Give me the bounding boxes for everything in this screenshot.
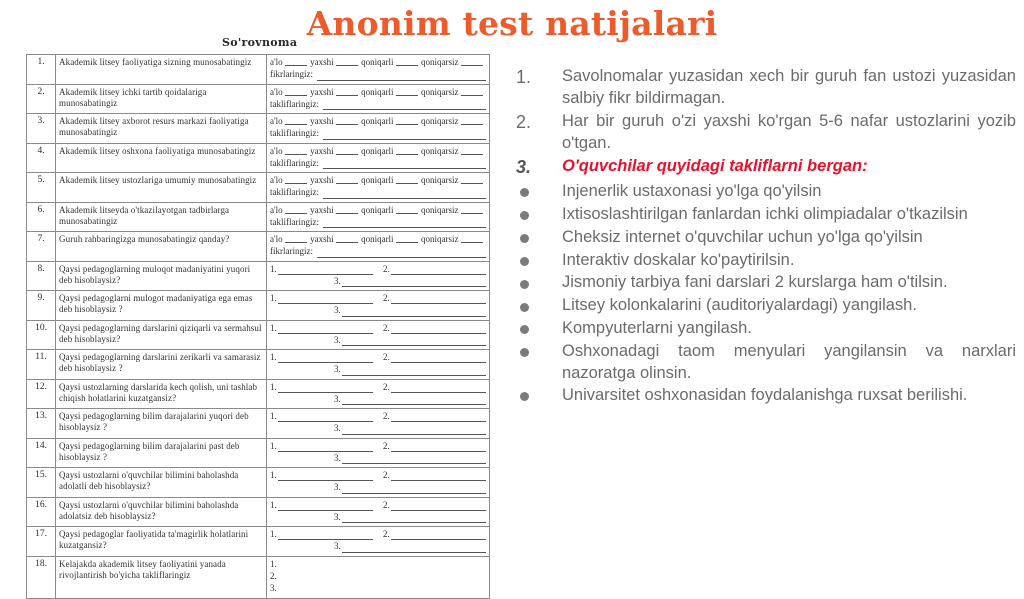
answer-marker: 3. xyxy=(334,275,341,286)
scale-option[interactable]: yaxshi xyxy=(310,204,334,215)
rating-scale[interactable] xyxy=(270,175,486,186)
scale-option[interactable]: yaxshi xyxy=(310,86,334,97)
suggestion-text: Litsey kolonkalarini (auditoriyalardagi) yangilash. xyxy=(562,296,917,315)
scale-option-blank[interactable] xyxy=(336,234,358,243)
question-text: Qaysi pedagoglarning darslarini qiziqarli va sermahsul deb hisoblaysiz? xyxy=(56,320,267,350)
table-row xyxy=(27,468,490,498)
answer-blank-row[interactable] xyxy=(270,352,486,363)
answer-marker: 1. xyxy=(270,558,277,569)
scale-option[interactable]: qoniqarsiz xyxy=(421,57,459,67)
row-number: 18. xyxy=(27,556,56,599)
findings-list xyxy=(516,66,1016,408)
row-number: 6. xyxy=(27,202,56,232)
scale-option-blank[interactable] xyxy=(461,87,483,96)
page-title: Anonim test natijalari xyxy=(306,4,718,43)
comment-line[interactable] xyxy=(270,187,486,198)
answer-area[interactable] xyxy=(267,261,490,291)
table-row xyxy=(27,438,490,468)
table-row xyxy=(27,143,490,173)
answer-marker: 3. xyxy=(334,452,341,463)
table-row xyxy=(27,350,490,380)
answer-blank-row[interactable] xyxy=(270,482,486,493)
question-text: Akademik litsey axborot resurs markazi faoliyatiga munosabatingiz xyxy=(56,114,267,144)
answer-blank[interactable] xyxy=(278,530,373,540)
answer-blank[interactable] xyxy=(342,366,486,376)
row-number: 9. xyxy=(27,291,56,321)
suggestion-text: Univarsitet oshxonasidan foydalanishga ruxsat berilishi. xyxy=(562,386,968,405)
list-item xyxy=(516,341,1016,385)
bullet-icon xyxy=(516,227,562,250)
comment-blank[interactable] xyxy=(317,248,486,258)
list-marker: 1. xyxy=(516,67,532,87)
table-row xyxy=(27,55,490,85)
answer-blank[interactable] xyxy=(342,307,486,317)
answer-area[interactable] xyxy=(267,497,490,527)
scale-option[interactable]: qoniqarsiz xyxy=(421,204,459,215)
answer-blank-row[interactable] xyxy=(270,541,486,552)
answer-blank[interactable] xyxy=(278,501,373,511)
finding-item xyxy=(516,66,1016,110)
list-item xyxy=(516,295,1016,318)
comment-label: takliflaringiz: xyxy=(270,157,319,168)
row-number: 11. xyxy=(27,350,56,380)
list-item xyxy=(516,272,1016,295)
table-row xyxy=(27,84,490,114)
question-text: Qaysi pedagoglarning bilim darajalarini yuqori deb hisoblaysiz ? xyxy=(56,409,267,439)
question-text: Akademik litsey faoliyatiga sizning munosabatingiz xyxy=(56,55,267,85)
answer-marker: 3. xyxy=(334,334,341,345)
answer-blank[interactable] xyxy=(342,425,486,435)
comment-blank[interactable] xyxy=(317,71,486,81)
question-text: Qaysi pedagoglarning muloqot madaniyatini yuqori deb hisoblaysiz? xyxy=(56,261,267,291)
answer-blank-row[interactable] xyxy=(270,276,486,287)
question-text: Qaysi pedagoglarning bilim darajalarini past deb hisoblaysiz ? xyxy=(56,438,267,468)
row-number: 3. xyxy=(27,114,56,144)
scale-option-blank[interactable] xyxy=(285,234,307,243)
answer-blank[interactable] xyxy=(278,294,373,304)
row-number: 14. xyxy=(27,438,56,468)
answer-blank-row[interactable] xyxy=(270,335,486,346)
scale-option-blank[interactable] xyxy=(396,57,418,66)
scale-option-blank[interactable] xyxy=(396,234,418,243)
list-item xyxy=(516,227,1016,250)
answer-marker: 3. xyxy=(334,541,341,552)
scale-option-blank[interactable] xyxy=(396,205,418,214)
finding-text: O'quvchilar quyidagi takliflarni bergan: xyxy=(562,156,868,175)
comment-label: fikrlaringiz: xyxy=(270,69,313,80)
comment-label: takliflaringiz: xyxy=(270,216,319,227)
answer-area[interactable] xyxy=(267,55,490,85)
list-item xyxy=(516,318,1016,341)
answer-blank[interactable] xyxy=(342,543,486,553)
question-text: Qaysi ustozlarni o'quvchilar bilimini baholashda adolatli deb hisoblaysiz? xyxy=(56,468,267,498)
comment-blank[interactable] xyxy=(323,218,486,228)
answer-area[interactable] xyxy=(267,291,490,321)
scale-option-blank[interactable] xyxy=(461,116,483,125)
table-row xyxy=(27,173,490,203)
answer-area[interactable] xyxy=(267,143,490,173)
scale-option-blank[interactable] xyxy=(285,57,307,66)
answer-marker: 2. xyxy=(383,263,390,274)
rating-scale[interactable] xyxy=(270,57,486,68)
comment-label: takliflaringiz: xyxy=(270,98,319,109)
scale-option[interactable]: yaxshi xyxy=(310,145,334,156)
answer-blank-row[interactable] xyxy=(270,500,486,511)
answer-blank-row[interactable] xyxy=(270,293,486,304)
question-text: Qaysi pedagoglarning darslarini zerikarli va samarasiz deb hisoblaysiz ? xyxy=(56,350,267,380)
question-text: Akademik litsey ichki tartib qoidalariga munosabatingiz xyxy=(56,84,267,114)
answer-marker: 2. xyxy=(383,352,390,362)
comment-label: fikrlaringiz: xyxy=(270,246,313,257)
scale-option-blank[interactable] xyxy=(461,234,483,243)
answer-marker: 2. xyxy=(383,440,390,451)
answer-area[interactable] xyxy=(267,84,490,114)
scale-option-blank[interactable] xyxy=(336,57,358,66)
scale-option-blank[interactable] xyxy=(336,116,358,125)
answer-marker: 2. xyxy=(383,529,390,539)
answer-area[interactable] xyxy=(267,556,490,599)
comment-line[interactable] xyxy=(270,69,486,80)
question-text: Qaysi ustozlarni o'quvchilar bilimini baholashda adolatsiz deb hisoblaysiz? xyxy=(56,497,267,527)
suggestion-text: Oshxonadagi taom menyulari yangilansin va narxlari nazoratga olinsin. xyxy=(562,342,1016,383)
scale-option[interactable]: qoniqarsiz xyxy=(421,116,459,126)
finding-text: Savolnomalar yuzasidan xech bir guruh fan ustozi yuzasidan salbiy fikr bildirmagan. xyxy=(562,67,1016,107)
answer-area[interactable] xyxy=(267,232,490,262)
answer-blank-row[interactable] xyxy=(270,411,486,422)
answer-blank[interactable] xyxy=(391,442,486,452)
answer-area[interactable] xyxy=(267,409,490,439)
answer-marker: 2. xyxy=(383,411,390,421)
scale-option[interactable]: a'lo xyxy=(270,175,283,185)
row-number: 8. xyxy=(27,261,56,291)
scale-option[interactable]: qoniqarsiz xyxy=(421,86,459,97)
comment-blank[interactable] xyxy=(323,130,486,140)
answer-blank[interactable] xyxy=(391,294,486,304)
scale-option[interactable]: a'lo xyxy=(270,234,283,244)
answer-marker: 1. xyxy=(270,470,277,480)
answer-blank[interactable] xyxy=(391,353,486,363)
scale-option-blank[interactable] xyxy=(285,116,307,125)
scale-option-blank[interactable] xyxy=(461,146,483,155)
answer-blank-row[interactable] xyxy=(270,323,486,334)
answer-area[interactable] xyxy=(267,350,490,380)
answer-marker: 3. xyxy=(270,583,277,593)
scale-option-blank[interactable] xyxy=(336,205,358,214)
bullet-icon xyxy=(516,295,562,318)
rating-scale[interactable] xyxy=(270,234,486,245)
table-row xyxy=(27,261,490,291)
finding-text: Har bir guruh o'zi yaxshi ko'rgan 5-6 nafar ustozlarini yozib o'tgan. xyxy=(562,111,1016,152)
suggestion-text: Kompyuterlarni yangilash. xyxy=(562,319,752,338)
answer-area[interactable] xyxy=(267,468,490,498)
table-row xyxy=(27,409,490,439)
answer-marker: 1. xyxy=(270,293,277,303)
comment-line[interactable] xyxy=(270,246,486,257)
question-text: Akademik litseyda o'tkazilayotgan tadbirlarga munosabatingiz xyxy=(56,202,267,232)
table-row xyxy=(27,556,490,599)
form-caption: So'rovnoma xyxy=(222,36,298,49)
answer-blank[interactable] xyxy=(391,265,486,275)
row-number: 10. xyxy=(27,320,56,350)
scale-option[interactable]: yaxshi xyxy=(310,175,334,185)
answer-area[interactable] xyxy=(267,438,490,468)
answer-marker: 3. xyxy=(334,364,341,375)
answer-marker: 3. xyxy=(334,511,341,522)
answer-blank-row[interactable] xyxy=(270,364,486,375)
answer-blank-row[interactable] xyxy=(270,453,486,464)
answer-blank[interactable] xyxy=(278,383,373,393)
answer-marker: 3. xyxy=(334,393,341,404)
bullet-icon xyxy=(516,250,562,273)
scale-option-blank[interactable] xyxy=(396,116,418,125)
row-number: 5. xyxy=(27,173,56,203)
answer-blank[interactable] xyxy=(278,471,373,481)
answer-blank-row[interactable] xyxy=(270,470,486,481)
answer-blank[interactable] xyxy=(391,530,486,540)
questionnaire-scan xyxy=(26,36,492,599)
comment-line[interactable] xyxy=(270,217,486,228)
answer-blank[interactable] xyxy=(391,412,486,422)
list-marker: 3. xyxy=(516,156,532,177)
answer-blank[interactable] xyxy=(342,336,486,346)
comment-blank[interactable] xyxy=(323,159,486,169)
answer-blank[interactable] xyxy=(278,442,373,452)
answer-marker: 3. xyxy=(334,482,341,493)
finding-item xyxy=(516,111,1016,155)
bullet-icon xyxy=(516,204,562,227)
suggestion-text: Interaktiv doskalar ko'paytirilsin. xyxy=(562,250,795,269)
answer-marker: 2. xyxy=(383,499,390,510)
comment-label: takliflaringiz: xyxy=(270,187,319,198)
answer-marker: 1. xyxy=(270,381,277,392)
answer-blank-row[interactable] xyxy=(270,559,486,570)
scale-option[interactable]: a'lo xyxy=(270,116,283,126)
scale-option-blank[interactable] xyxy=(285,205,307,214)
row-number: 17. xyxy=(27,527,56,557)
comment-label: takliflaringiz: xyxy=(270,128,319,139)
table-row xyxy=(27,291,490,321)
answer-blank[interactable] xyxy=(391,324,486,334)
question-text: Guruh rahbaringizga munosabatingiz qanday? xyxy=(56,232,267,262)
suggestion-text: Injenerlik ustaxonasi yo'lga qo'yilsin xyxy=(562,181,822,200)
scale-option[interactable]: qoniqarli xyxy=(361,116,394,126)
table-row xyxy=(27,497,490,527)
comment-line[interactable] xyxy=(270,128,486,139)
answer-marker: 1. xyxy=(270,322,277,333)
scale-option-blank[interactable] xyxy=(461,57,483,66)
bullet-icon xyxy=(516,341,562,364)
answer-blank[interactable] xyxy=(278,412,373,422)
answer-marker: 2. xyxy=(383,322,390,333)
scale-option[interactable]: a'lo xyxy=(270,145,283,156)
answer-area[interactable] xyxy=(267,320,490,350)
row-number: 16. xyxy=(27,497,56,527)
answer-area[interactable] xyxy=(267,173,490,203)
answer-blank[interactable] xyxy=(342,277,486,287)
answer-blank-row[interactable] xyxy=(270,394,486,405)
scale-option-blank[interactable] xyxy=(336,146,358,155)
answer-marker: 2. xyxy=(383,293,390,303)
suggestion-text: Jismoniy tarbiya fani darslari 2 kurslarga ham o'tilsin. xyxy=(562,273,948,292)
answer-blank-row[interactable] xyxy=(270,264,486,275)
answer-blank-row[interactable] xyxy=(270,382,486,393)
comment-blank[interactable] xyxy=(323,189,486,199)
scale-option-blank[interactable] xyxy=(285,146,307,155)
rating-scale[interactable] xyxy=(270,146,486,157)
scale-option[interactable]: qoniqarli xyxy=(361,145,394,156)
answer-blank[interactable] xyxy=(391,383,486,393)
question-text: Qaysi pedagoglar faoliyatida ta'magirlik holatlarini kuzatgansiz? xyxy=(56,527,267,557)
answer-marker: 1. xyxy=(270,440,277,451)
answer-marker: 1. xyxy=(270,411,277,421)
answer-area[interactable] xyxy=(267,202,490,232)
answer-marker: 1. xyxy=(270,499,277,510)
answer-blank-row[interactable] xyxy=(270,512,486,523)
answer-blank-row[interactable] xyxy=(270,423,486,434)
answer-marker: 3. xyxy=(334,423,341,434)
scale-option-blank[interactable] xyxy=(336,87,358,96)
scale-option[interactable]: qoniqarli xyxy=(361,175,394,185)
answer-marker: 2. xyxy=(383,381,390,392)
answer-area[interactable] xyxy=(267,379,490,409)
scale-option[interactable]: a'lo xyxy=(270,57,283,67)
scale-option[interactable]: qoniqarsiz xyxy=(421,175,459,185)
list-marker: 2. xyxy=(516,111,532,132)
answer-marker: 2. xyxy=(383,470,390,480)
bullet-icon xyxy=(516,385,562,408)
scale-option[interactable]: a'lo xyxy=(270,86,283,97)
answer-marker: 2. xyxy=(270,570,277,581)
scale-option-blank[interactable] xyxy=(396,175,418,184)
rating-scale[interactable] xyxy=(270,87,486,98)
answer-blank[interactable] xyxy=(342,513,486,523)
answer-blank-row[interactable] xyxy=(270,441,486,452)
answer-blank[interactable] xyxy=(278,265,373,275)
row-number: 15. xyxy=(27,468,56,498)
suggestion-text: Ixtisoslashtirilgan fanlardan ichki olimpiadalar o'tkazilsin xyxy=(562,204,968,223)
answer-marker: 1. xyxy=(270,352,277,362)
scale-option-blank[interactable] xyxy=(461,175,483,184)
row-number: 12. xyxy=(27,379,56,409)
bullet-icon xyxy=(516,181,562,204)
scale-option-blank[interactable] xyxy=(336,175,358,184)
answer-blank[interactable] xyxy=(342,395,486,405)
scale-option[interactable]: qoniqarli xyxy=(361,86,394,97)
answer-marker: 3. xyxy=(334,305,341,316)
scale-option-blank[interactable] xyxy=(461,205,483,214)
answer-marker: 1. xyxy=(270,529,277,539)
answer-blank[interactable] xyxy=(342,484,486,494)
scale-option-blank[interactable] xyxy=(396,146,418,155)
answer-blank-row[interactable] xyxy=(270,305,486,316)
bullet-icon xyxy=(516,272,562,295)
question-text: Akademik litsey oshxona faoliyatiga munosabatingiz xyxy=(56,143,267,173)
rating-scale[interactable] xyxy=(270,205,486,216)
scale-option[interactable]: qoniqarli xyxy=(361,234,394,244)
row-number: 13. xyxy=(27,409,56,439)
table-row xyxy=(27,379,490,409)
rating-scale[interactable] xyxy=(270,116,486,127)
answer-blank[interactable] xyxy=(391,501,486,511)
comment-blank[interactable] xyxy=(323,100,486,110)
table-row xyxy=(27,202,490,232)
scale-option[interactable]: qoniqarli xyxy=(361,57,394,67)
scale-option[interactable]: a'lo xyxy=(270,204,283,215)
bullet-icon xyxy=(516,318,562,341)
list-item xyxy=(516,181,1016,204)
row-number: 2. xyxy=(27,84,56,114)
question-text: Kelajakda akademik litsey faoliyatini yanada rivojlantirish bo'yicha takliflaringiz xyxy=(56,556,267,599)
answer-blank[interactable] xyxy=(391,471,486,481)
table-row xyxy=(27,320,490,350)
answer-area[interactable] xyxy=(267,527,490,557)
question-text: Akademik litsey ustozlariga umumiy munosabatingiz xyxy=(56,173,267,203)
table-row xyxy=(27,232,490,262)
scale-option[interactable]: qoniqarsiz xyxy=(421,145,459,156)
scale-option[interactable]: qoniqarsiz xyxy=(421,234,459,244)
answer-blank-row[interactable] xyxy=(270,583,486,594)
question-text: Qaysi ustozlarning darslarida kech qolish, uni tashlab chiqish holatlarini kuzatgansiz? xyxy=(56,379,267,409)
survey-table xyxy=(26,54,490,599)
scale-option[interactable]: yaxshi xyxy=(310,116,334,126)
row-number: 1. xyxy=(27,55,56,85)
scale-option[interactable]: yaxshi xyxy=(310,57,334,67)
answer-blank-row[interactable] xyxy=(270,529,486,540)
scale-option-blank[interactable] xyxy=(285,175,307,184)
table-row xyxy=(27,114,490,144)
scale-option[interactable]: qoniqarli xyxy=(361,204,394,215)
row-number: 4. xyxy=(27,143,56,173)
answer-blank-row[interactable] xyxy=(270,571,486,582)
table-row xyxy=(27,527,490,557)
answer-blank[interactable] xyxy=(278,353,373,363)
scale-option[interactable]: yaxshi xyxy=(310,234,334,244)
answer-area[interactable] xyxy=(267,114,490,144)
suggestion-text: Cheksiz internet o'quvchilar uchun yo'lga qo'yilsin xyxy=(562,227,923,246)
answer-blank[interactable] xyxy=(278,324,373,334)
list-item xyxy=(516,385,1016,408)
finding-item xyxy=(516,156,1016,180)
scale-option-blank[interactable] xyxy=(396,87,418,96)
list-item xyxy=(516,250,1016,273)
comment-line[interactable] xyxy=(270,99,486,110)
answer-blank[interactable] xyxy=(342,454,486,464)
comment-line[interactable] xyxy=(270,158,486,169)
scale-option-blank[interactable] xyxy=(285,87,307,96)
list-item xyxy=(516,204,1016,227)
row-number: 7. xyxy=(27,232,56,262)
answer-marker: 1. xyxy=(270,263,277,274)
question-text: Qaysi pedagoglarni mulogot madaniyatiga ega emas deb hisoblaysiz ? xyxy=(56,291,267,321)
